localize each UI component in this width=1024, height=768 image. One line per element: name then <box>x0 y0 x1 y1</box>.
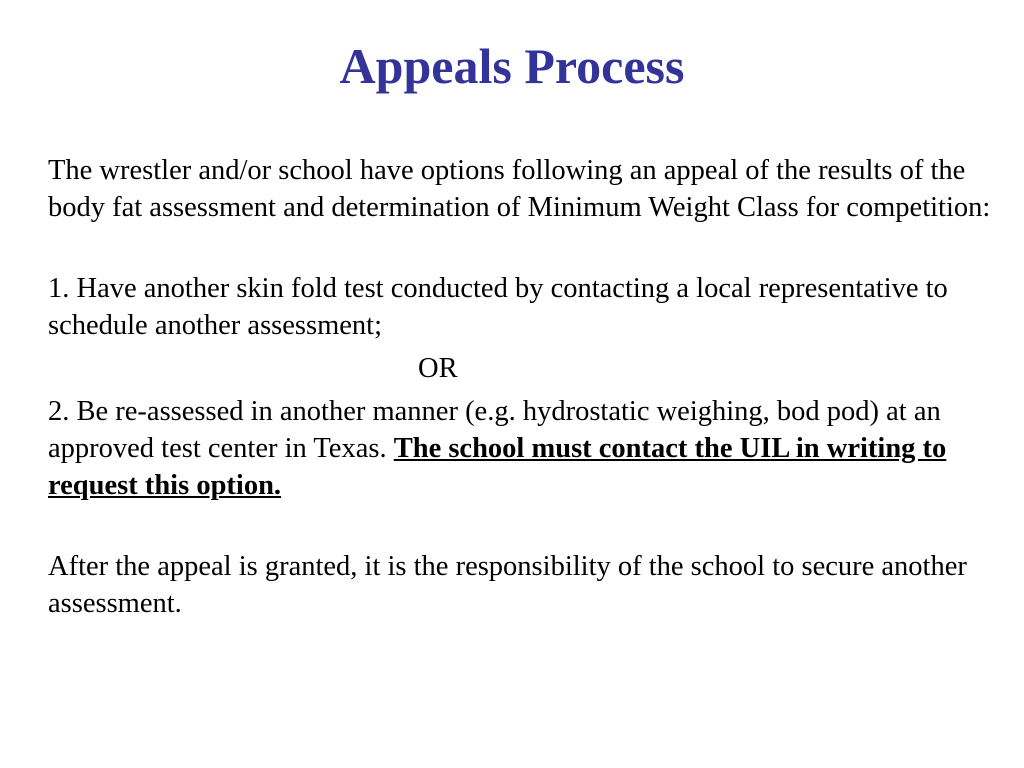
option-2-text: 2. Be re-assessed in another manner (e.g. hydrostatic weighing, bod pod) at an approved test center in Texas. <box>48 396 941 464</box>
intro-paragraph: The wrestler and/or school have options following an appeal of the results of the body fat assessment and determination of Minimum Weight Class for competition: <box>48 155 991 223</box>
spacer <box>48 226 1018 270</box>
closing-paragraph: After the appeal is granted, it is the responsibility of the school to secure another assessment. <box>48 551 967 619</box>
option-2-emphasis: The school must contact the UIL in writing to request this option. <box>48 433 947 501</box>
slide-body <box>48 152 1018 622</box>
spacer <box>48 504 1018 548</box>
page-title: Appeals Process <box>339 38 685 94</box>
option-2-paragraph <box>48 393 1018 504</box>
or-separator: OR <box>418 353 458 384</box>
option-1-paragraph: 1. Have another skin fold test conducted by contacting a local representative to schedule another assessment; <box>48 273 948 341</box>
